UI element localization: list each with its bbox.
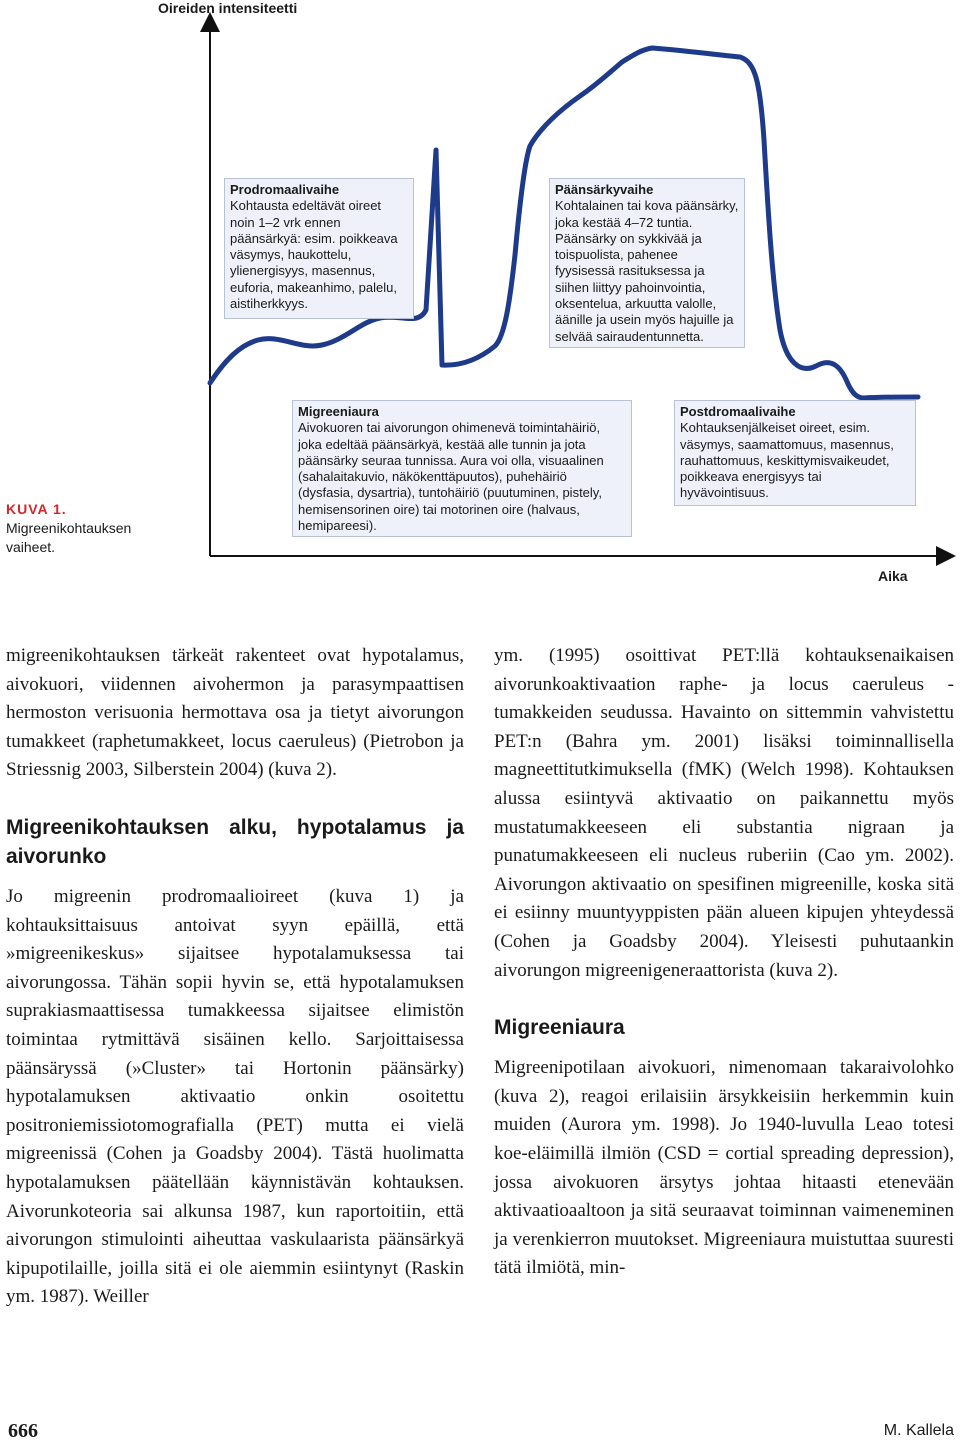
postdromal-text: Kohtauksenjälkeiset oireet, esim. väsymys, saamattomuus, masennus, rauhattomuus, keskittymisvaikeudet, poikkeava energisyys tai hyvävointisuus.	[680, 420, 894, 501]
aura-box	[292, 400, 632, 537]
right-section-heading: Migreeniaura	[494, 1016, 625, 1040]
prodromal-text: Kohtausta edeltävät oireet noin 1–2 vrk ennen päänsärkyä: esim. poikkeava väsymys, haukottelu, ylienergisyys, masennus, euforia, makeanhimo, palelu, aistiherkkyys.	[230, 198, 398, 312]
aura-title: Migreeniaura	[298, 404, 379, 419]
prodromal-box	[224, 178, 414, 319]
right-body-paragraph-2: Migreenipotilaan aivokuori, nimenomaan takaraivolohko (kuva 2), reagoi erilaisiin ärsykkeisiin herkemmin kuin muiden (Aurora ym. 1998). Jo 1940-luvulla Leao totesi koe-eläimillä ilmiön (CSD = cortial spreading depression), jossa aivokuoren ärsytys johtaa hitaasti etenevään aktivaatioaaltoon ja sitä seuraavat toiminnan vaimeneminen ja verenkierron muutokset. Migreeniaura muistuttaa suuresti tätä ilmiötä, min-	[494, 1057, 954, 1279]
caption-text: Migreenikohtauksen vaiheet.	[6, 520, 132, 555]
left-intro-paragraph: migreenikohtauksen tärkeät rakenteet ovat hypotalamus, aivokuori, viidennen aivohermon ja parasympaattisen hermoston verisuonia hermottava osa ja tietyt aivorungon tumakkeet (raphetumakkeet, locus caeruleus) (Pietrobon ja Striessnig 2003, Silberstein 2004) (kuva 2).	[6, 645, 464, 781]
headache-title: Päänsärkyvaihe	[555, 182, 654, 197]
x-axis-label: Aika	[878, 568, 908, 584]
figure-migraine-phases	[0, 0, 960, 600]
page-number: 666	[8, 1420, 38, 1442]
y-axis-label: Oireiden intensiteetti	[158, 0, 298, 16]
aura-text: Aivokuoren tai aivorungon ohimenevä toimintahäiriö, joka edeltää päänsärkyä, kestää alle tunnin ja jota päänsärky seuraa tunnissa. Aura voi olla, visuaalinen (sahalaitakuvio, näkökenttäpuutos), puhehäiriö (dysfasia, dysartria), tuntohäiriö (puutuminen, pistely, hemisensorinen oire) tai motorinen oire (halvaus, hemipareesi).	[298, 420, 604, 534]
right-body-paragraph: ym. (1995) osoittivat PET:llä kohtauksenaikaisen aivorunkoaktivaation raphe- ja locus caeruleus -tumakkeiden seudussa. Havainto on sittemmin vahvistettu PET:n (Bahra ym. 2001) lisäksi toiminnallisella magneettitutkimuksella (fMK) (Welch 1998). Kohtauksen alussa esiintyvä aktivaatio on paikannettu myös mustatumakkeeseen eli substantia nigraan ja punatumakkeeseen eli nucleus ruberiin (Cao ym. 2002). Aivorungon aktivaatio on spesifinen migreenille, koska sitä ei esiinny muuntyyppisten pään alueen kipujen yhteydessä (Cohen ja Goadsby 2004). Yleisesti puhutaankin aivorungon migreenigeneraattorista (kuva 2).	[494, 645, 954, 981]
figure-caption	[6, 500, 156, 557]
postdromal-title: Postdromaalivaihe	[680, 404, 796, 419]
postdromal-box	[674, 400, 916, 506]
left-section-heading: Migreenikohtauksen alku, hypotalamus ja aivorunko	[6, 815, 464, 868]
left-column	[6, 642, 464, 1312]
prodromal-title: Prodromaalivaihe	[230, 182, 340, 197]
caption-number: KUVA 1.	[6, 501, 67, 517]
author-name: M. Kallela	[883, 1422, 954, 1439]
right-column	[494, 642, 954, 1283]
left-body-paragraph: Jo migreenin prodromaalioireet (kuva 1) ja kohtauksittaisuus antoivat syyn epäillä, että »migreenikeskus» sijaitsee hypotalamuksessa tai aivorungossa. Tähän sopii hyvin se, että hypotalamuksen suprakiasmaattisessa tumakkeessa sijaitsee elimistön toimintaa rytmittävä sisäinen kello. Sarjoittaisessa päänsäryssä (»Cluster» tai Hortonin päänsärky) hypotalamuksen aktivaatio onkin osoitettu positroniemissiotomografialla (PET) mutta ei vielä migreenissä (Cohen ja Goadsby 2004). Tästä huolimatta hypotalamuksen päätellään käynnistävän kohtauksen. Aivorunkoteoria sai alkunsa 1987, kun raportoitiin, että aivorungon stimulointi aiheuttaa vaskulaarista päänsärkyä kipupotilaille, joilla sitä ei ole aiemmin esiintynyt (Raskin ym. 1987). Weiller	[6, 885, 464, 1308]
headache-box	[549, 178, 745, 348]
headache-text: Kohtalainen tai kova päänsärky, joka kestää 4–72 tuntia. Päänsärky on sykkivää ja toispuolista, pahenee fyysisessä rasituksessa ja siihen liittyy pahoinvointia, oksentelua, arkuutta valolle, äänille ja usein myös hajuille ja selvää sairaudentunnetta.	[555, 198, 739, 344]
